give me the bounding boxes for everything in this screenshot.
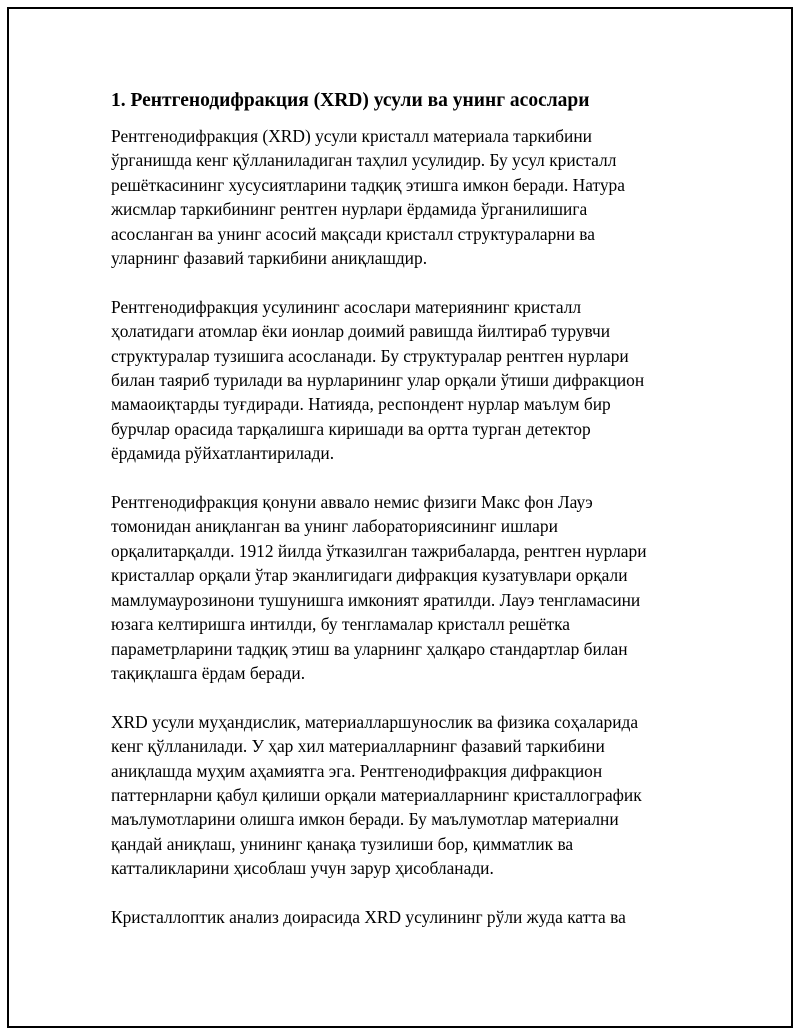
paragraph	[111, 490, 681, 685]
paragraph-line: Рентгенодифракция усулининг асослари материянинг кристалл	[111, 296, 582, 317]
paragraph-line: ҳолатидаги атомлар ёки ионлар доимий равишда йилтираб турувчи	[111, 321, 611, 342]
paragraph-line: мамлумаурозинони тушунишга имконият яратилди. Лауэ тенгламасини	[111, 589, 641, 610]
paragraph-line: орқалитарқалди. 1912 йилда ўтказилган тажрибаларда, рентген нурлари	[111, 540, 647, 561]
paragraph-list	[111, 124, 681, 929]
paragraph-line: аниқлашда муҳим аҳамиятга эга. Рентгенодифракция дифракцион	[111, 760, 603, 781]
paragraph-line: структуралар тузишига асосланади. Бу структуралар рентген нурлари	[111, 345, 629, 366]
paragraph	[111, 295, 681, 466]
paragraph-line: Кристаллоптик анализ доирасида XRD усулининг рўли жуда катта ва	[111, 906, 626, 927]
paragraph-line: қандай аниқлаш, унининг қанақа тузилиши бор, қимматлик ва	[111, 833, 574, 854]
paragraph-line: жисмлар таркибининг рентген нурлари ёрдамида ўрганилишига	[111, 199, 588, 220]
paragraph-line: асосланган ва унинг асосий мақсади кристалл структураларни ва	[111, 223, 595, 244]
paragraph-line: параметрларини тадқиқ этиш ва уларнинг ҳалқаро стандартлар билан	[111, 638, 628, 659]
paragraph	[111, 905, 681, 929]
paragraph-line: билан таяриб турилади ва нурларининг улар орқали ўтиши дифракцион	[111, 370, 645, 391]
paragraph-line: паттернларни қабул қилиши орқали материалларнинг кристаллографик	[111, 784, 642, 805]
paragraph-line: мамаоиқтарды туғдиради. Натияда, респондент нурлар маълум бир	[111, 394, 611, 415]
paragraph-line: Рентгенодифракция (XRD) усули кристалл материала таркибини	[111, 126, 592, 146]
paragraph-line: ёрдамида рўйхатлантирилади.	[111, 443, 335, 464]
document-body	[111, 88, 681, 954]
paragraph-line: Рентгенодифракция қонуни аввало немис физиги Макс фон Лауэ	[111, 492, 593, 513]
paragraph-line: ўрганишда кенг қўлланиладиган таҳлил усулидир. Бу усул кристалл	[111, 150, 617, 171]
paragraph	[111, 710, 681, 881]
paragraph-line: кенг қўлланилади. У ҳар хил материалларнинг фазавий таркибини	[111, 736, 605, 757]
paragraph-line: кристаллар орқали ўтар эканлигидаги дифракция кузатувлари орқали	[111, 565, 628, 586]
paragraph-line: катталикларини ҳисоблаш учун зарур ҳисобланади.	[111, 858, 494, 879]
paragraph-line: маълумотларини олишга имкон беради. Бу маълумотлар материални	[111, 809, 619, 830]
paragraph-line: томонидан аниқланган ва унинг лабораториясининг ишлари	[111, 516, 558, 537]
paragraph-line: бурчлар орасида тарқалишга киришади ва ортта турган детектор	[111, 418, 591, 439]
paragraph	[111, 124, 681, 270]
paragraph-line: юзага келтиришга интилди, бу тенгламалар кристалл решётка	[111, 614, 571, 635]
section-heading: 1. Рентгенодифракция (XRD) усули ва унинг асослари	[111, 90, 590, 111]
paragraph-line: XRD усули муҳандислик, материалларшунослик ва физика соҳаларида	[111, 711, 639, 732]
paragraph-line: тақиқлашга ёрдам беради.	[111, 662, 306, 683]
paragraph-line: решёткасининг хусусиятларини тадқиқ этишга имкон беради. Натура	[111, 174, 625, 195]
paragraph-line: уларнинг фазавий таркибини аниқлашдир.	[111, 248, 428, 269]
